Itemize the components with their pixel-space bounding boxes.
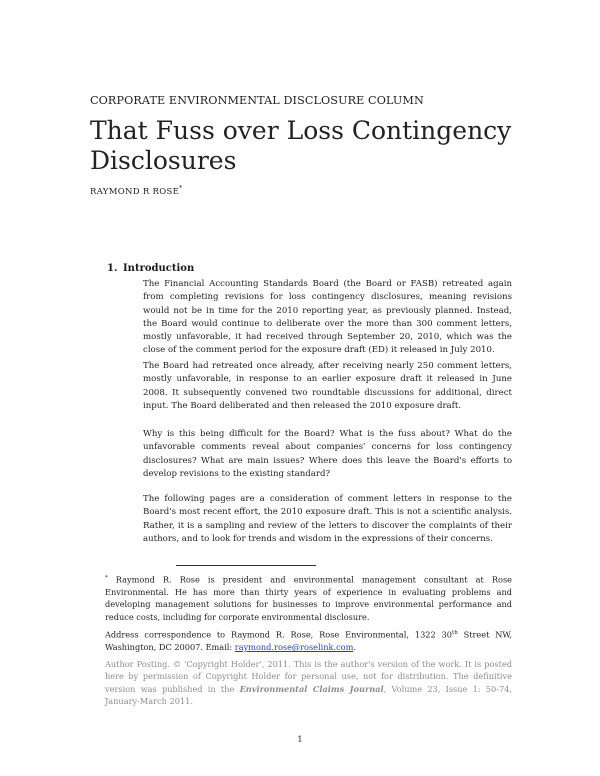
paragraph: Why is this being difficult for the Board? What is the fuss about? What do the unfavorable comments reveal about companies' concerns for loss contingency disclosures? What are main issues? Where does this leave the Board's efforts to develop revisions to the existing standard? [143,429,512,479]
author-posting-notice [105,658,512,707]
journal-name: Environmental Claims Journal [239,683,384,694]
section-number: 1. [107,263,118,274]
address-ordinal: th [451,630,458,636]
paragraph: The following pages are a consideration of comment letters in response to the Board's most recent effort, the 2010 exposure draft. This is not a scientific analysis. Rather, it is a sampling and review of the letters to discover the complaints of their authors, and to look for trends and wisdom in the expressions of their concerns. [143,494,512,544]
page-number: 1 [297,735,303,745]
address-end: . [353,642,356,653]
author-footnote-mark: * [179,185,183,192]
address-text: Address correspondence to Raymond R. Rose, Rose Environmental, 1322 30 [105,629,452,640]
footnote-bio [105,572,512,623]
author-name: RAYMOND R ROSE [90,186,180,197]
footnote-bio-text: Raymond R. Rose is president and environmental management consultant at Rose Environmental. He has more than thirty years of experience in evaluating problems and developing management solutions for businesses to improve environmental performance and reduce costs, including for corporate environmental disclosure. [105,574,512,622]
address-text-cont: Street NW, Washington, DC 20007. Email: [105,629,513,653]
section-heading [107,263,194,274]
document-title: That Fuss over Loss Contingency Disclosures [90,116,512,175]
paragraph: The Board had retreated once already, after receiving nearly 250 comment letters, mostly unfavorable, in response to an earlier exposure draft it released in June 2008. It subsequently convened two roundtable discussions for additional, direct input. The Board deliberated and then released the 2010 exposure draft. [143,361,512,411]
footnote-address [105,627,512,653]
footnote-mark: * [105,575,108,581]
posting-text: Author Posting. © 'Copyright Holder', 2011. This is the author's version of the work. It is posted here by permission of Copyright Holder for personal use, not for distribution. The definitive version was published in the [105,659,512,694]
paragraph: The Financial Accounting Standards Board (the Board or FASB) retreated again from completing revisions for loss contingency disclosures, meaning revisions would not be in time for the 2010 reporting year, as previously planned. Instead, the Board would continue to deliberate over the more than 300 comment letters, mostly unfavorable, it had received through September 20, 2010, which was the close of the comment period for the exposure draft (ED) it released in July 2010. [143,279,512,356]
footnote-divider [176,565,316,566]
section-title: Introduction [123,263,195,274]
column-title: CORPORATE ENVIRONMENTAL DISCLOSURE COLUMN [90,94,424,107]
author-line [90,185,182,197]
posting-text-end: , Volume 23, Issue 1: 50-74, January-March 2011. [105,683,512,706]
email-link[interactable]: raymond.rose@roselink.com [234,642,354,653]
